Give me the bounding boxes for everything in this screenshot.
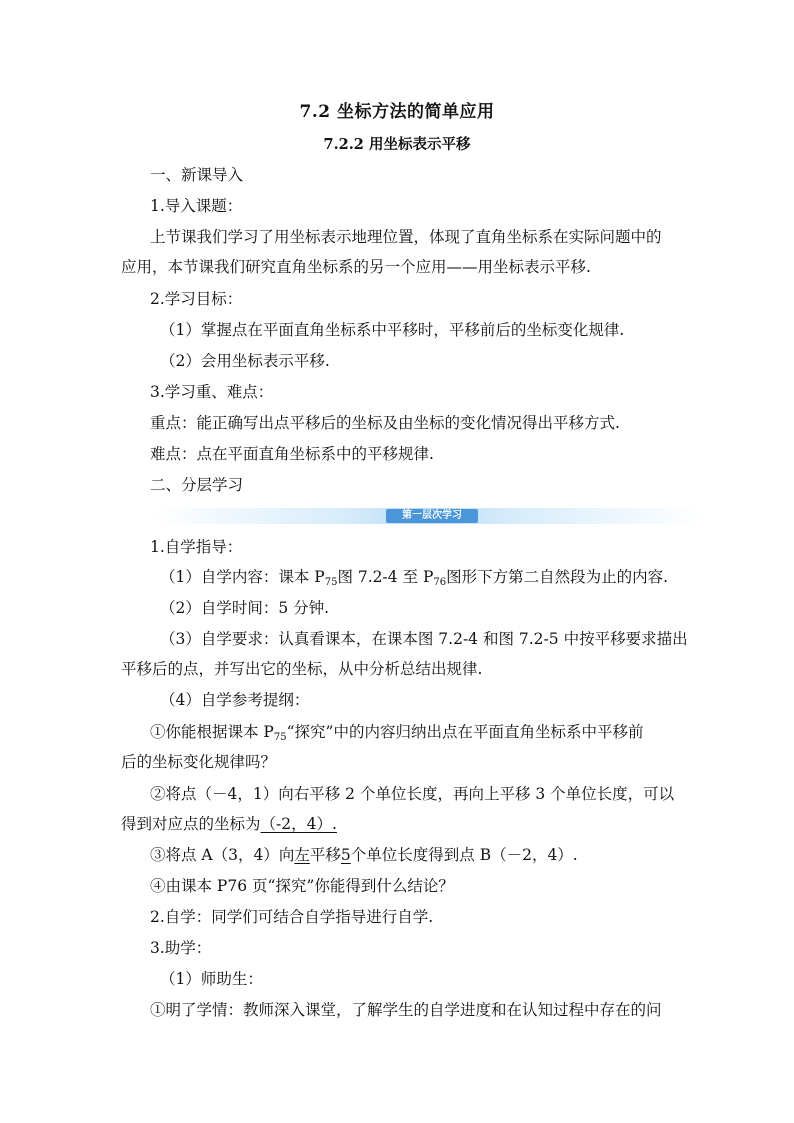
paragraph-heading: 3.学习重、难点：: [150, 383, 274, 401]
paragraph-heading: 1.自学指导：: [150, 538, 243, 556]
list-item: （4）自学参考提纲：: [160, 691, 310, 709]
question: ④由课本 P76 页“探究”你能得到什么结论？: [150, 877, 454, 895]
question: 得到对应点的坐标为（-2，4）.: [121, 815, 337, 833]
layer-banner-label: 第一层次学习: [386, 509, 478, 523]
paragraph: 应用，本节课我们研究直角坐标系的另一个应用——用坐标表示平移.: [121, 258, 591, 276]
section-heading: 二、分层学习: [150, 476, 244, 494]
section-heading: 一、新课导入: [150, 166, 244, 184]
page-subtitle: 7.2.2 用坐标表示平移: [323, 136, 471, 153]
list-item: 平移后的点，并写出它的坐标，从中分析总结出规律.: [121, 660, 483, 678]
answer-blank: （-2，4）.: [260, 815, 337, 833]
paragraph: 重点：能正确写出点平移后的坐标及由坐标的变化情况得出平移方式.: [150, 414, 620, 432]
page-title: 7.2 坐标方法的简单应用: [299, 102, 495, 122]
list-item: （3）自学要求：认真看课本，在课本图 7.2-4 和图 7.2-5 中按平移要求描出: [160, 630, 688, 648]
list-item: （1）自学内容：课本 $P_{75}$图 7.2-4 至 $P_{76}$图形下方第二自然段为止的内容.: [160, 568, 669, 588]
question: ①你能根据课本 $P_{75}“$探究”中的内容归纳出点在平面直角坐标系中平移前: [150, 723, 644, 743]
paragraph: 难点：点在平面直角坐标系中的平移规律.: [150, 445, 434, 463]
list-item: （1）师助生：: [160, 970, 263, 988]
paragraph: 上节课我们学习了用坐标表示地理位置，体现了直角坐标系在实际问题中的: [150, 228, 662, 246]
list-item: （2）会用坐标表示平移.: [160, 352, 330, 370]
question: ②将点（－4，1）向右平移 2 个单位长度，再向上平移 3 个单位长度，可以: [150, 785, 675, 803]
paragraph: ①明了学情：教师深入课堂，了解学生的自学进度和在认知过程中存在的问: [150, 1001, 662, 1019]
paragraph-heading: 2.学习目标：: [150, 290, 243, 308]
question: ③将点 A（3，4）向左平移5个单位长度得到点 B（－2，4）.: [150, 846, 578, 864]
question: 后的坐标变化规律吗？: [121, 753, 277, 771]
list-item: （1）掌握点在平面直角坐标系中平移时，平移前后的坐标变化规律.: [160, 321, 625, 339]
answer-blank: 5: [340, 846, 351, 864]
paragraph-heading: 3.助学：: [150, 939, 212, 957]
paragraph: 2.自学：同学们可结合自学指导进行自学.: [150, 908, 434, 926]
list-item: （2）自学时间：5 分钟.: [160, 599, 330, 617]
paragraph-heading: 1.导入课题：: [150, 197, 243, 215]
answer-blank: 左: [294, 846, 310, 864]
